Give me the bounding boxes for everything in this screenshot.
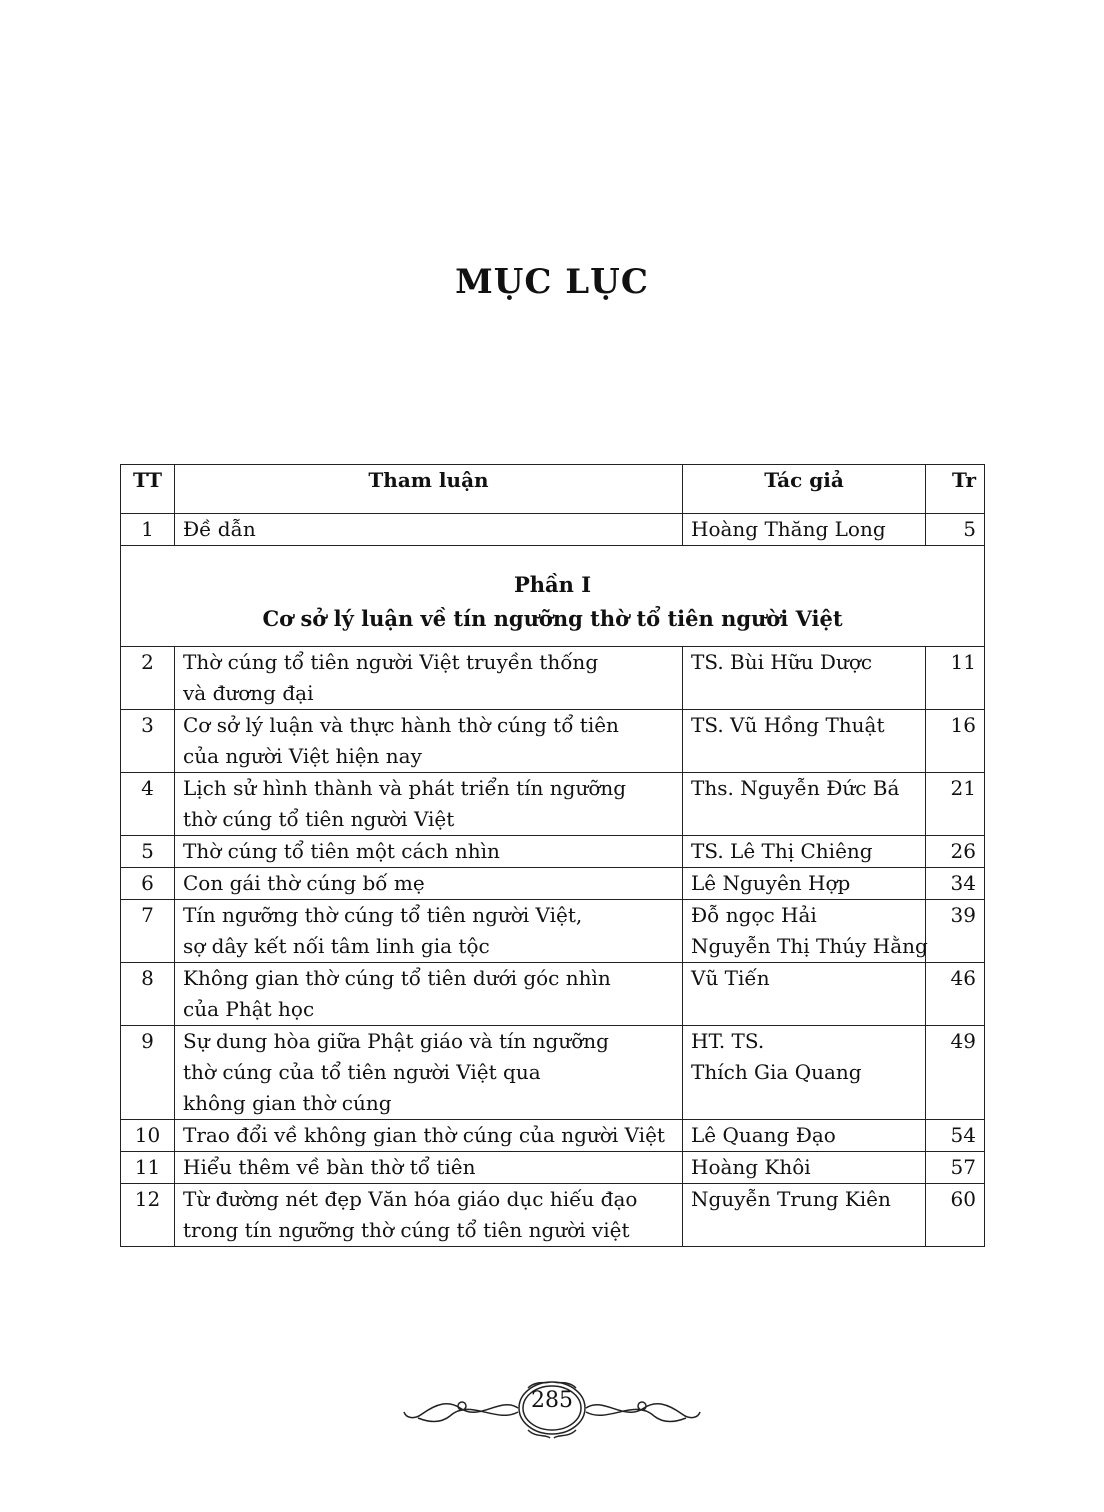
section-name: Phần I xyxy=(513,572,592,597)
row-author xyxy=(683,710,926,773)
author-line: Lê Quang Đạo xyxy=(691,1123,836,1147)
table-row xyxy=(121,900,985,963)
row-topic xyxy=(175,900,683,963)
row-topic xyxy=(175,1120,683,1152)
row-number: 11 xyxy=(121,1152,175,1184)
topic-line: Từ đường nét đẹp Văn hóa giáo dục hiếu đạo xyxy=(183,1187,638,1211)
topic-line: Trao đổi về không gian thờ cúng của người Việt xyxy=(183,1123,665,1147)
row-page: 21 xyxy=(926,773,985,836)
row-topic xyxy=(175,1152,683,1184)
author-line: Vũ Tiến xyxy=(691,966,770,990)
author-line: HT. TS. xyxy=(691,1029,765,1053)
row-page: 54 xyxy=(926,1120,985,1152)
row-topic xyxy=(175,710,683,773)
author-line: Hoàng Khôi xyxy=(691,1155,811,1179)
row-author xyxy=(683,1184,926,1247)
row-author xyxy=(683,1152,926,1184)
row-topic xyxy=(175,836,683,868)
table-row xyxy=(121,1120,985,1152)
author-line: Lê Nguyên Hợp xyxy=(691,871,851,895)
table-row xyxy=(121,514,985,546)
row-number: 7 xyxy=(121,900,175,963)
topic-line: Thờ cúng tổ tiên người Việt truyền thống xyxy=(183,650,599,674)
toc-section xyxy=(121,546,985,647)
topic-line: Hiểu thêm về bàn thờ tổ tiên xyxy=(183,1155,476,1179)
row-number: 6 xyxy=(121,868,175,900)
author-line: Thích Gia Quang xyxy=(691,1060,862,1084)
topic-line: Thờ cúng tổ tiên một cách nhìn xyxy=(183,839,500,863)
toc-body-section xyxy=(121,647,985,1247)
row-page: 39 xyxy=(926,900,985,963)
row-number: 5 xyxy=(121,836,175,868)
row-topic xyxy=(175,1184,683,1247)
row-topic xyxy=(175,868,683,900)
row-number: 1 xyxy=(121,514,175,546)
author-line: TS. Vũ Hồng Thuật xyxy=(691,713,885,737)
row-page: 11 xyxy=(926,647,985,710)
author-line: Nguyễn Thị Thúy Hằng xyxy=(691,934,928,958)
row-author xyxy=(683,647,926,710)
header-page: Tr xyxy=(926,465,985,514)
row-page: 46 xyxy=(926,963,985,1026)
header-tt: TT xyxy=(121,465,175,514)
row-page: 5 xyxy=(926,514,985,546)
table-row xyxy=(121,710,985,773)
topic-line: thờ cúng tổ tiên người Việt xyxy=(183,807,455,831)
row-number: 12 xyxy=(121,1184,175,1247)
section-title: Cơ sở lý luận về tín ngưỡng thờ tổ tiên người Việt xyxy=(262,606,843,631)
topic-line: của người Việt hiện nay xyxy=(183,744,422,768)
page-title: MỤC LỤC xyxy=(455,262,649,302)
topic-line: thờ cúng của tổ tiên người Việt qua xyxy=(183,1060,541,1084)
topic-line: và đương đại xyxy=(183,681,314,705)
row-author xyxy=(683,514,926,546)
row-number: 8 xyxy=(121,963,175,1026)
row-author xyxy=(683,1026,926,1120)
row-author xyxy=(683,900,926,963)
table-row xyxy=(121,773,985,836)
topic-line: Lịch sử hình thành và phát triển tín ngưỡng xyxy=(183,776,627,800)
row-author xyxy=(683,1120,926,1152)
topic-line: sợ dây kết nối tâm linh gia tộc xyxy=(183,934,490,958)
table-row xyxy=(121,836,985,868)
row-number: 4 xyxy=(121,773,175,836)
table-row xyxy=(121,1152,985,1184)
toc-table xyxy=(120,464,985,1247)
author-line: TS. Lê Thị Chiêng xyxy=(691,839,873,863)
author-line: TS. Bùi Hữu Dược xyxy=(691,650,873,674)
topic-line: không gian thờ cúng xyxy=(183,1091,392,1115)
row-page: 34 xyxy=(926,868,985,900)
row-topic xyxy=(175,647,683,710)
row-page: 57 xyxy=(926,1152,985,1184)
table-row xyxy=(121,963,985,1026)
row-number: 3 xyxy=(121,710,175,773)
row-page: 60 xyxy=(926,1184,985,1247)
table-row xyxy=(121,1026,985,1120)
header-topic: Tham luận xyxy=(175,465,683,514)
author-line: Đỗ ngọc Hải xyxy=(691,903,817,927)
row-topic xyxy=(175,514,683,546)
header-author: Tác giả xyxy=(683,465,926,514)
topic-line: Không gian thờ cúng tổ tiên dưới góc nhìn xyxy=(183,966,611,990)
table-row xyxy=(121,647,985,710)
table-row xyxy=(121,868,985,900)
author-line: Nguyễn Trung Kiên xyxy=(691,1187,891,1211)
toc-body-intro xyxy=(121,514,985,546)
topic-line: của Phật học xyxy=(183,997,315,1021)
section-heading xyxy=(121,546,985,647)
section-row xyxy=(121,546,985,647)
topic-line: Cơ sở lý luận và thực hành thờ cúng tổ tiên xyxy=(183,713,619,737)
row-topic xyxy=(175,773,683,836)
row-author xyxy=(683,836,926,868)
toc-header-row xyxy=(121,465,985,514)
row-topic xyxy=(175,1026,683,1120)
row-author xyxy=(683,963,926,1026)
topic-line: Tín ngưỡng thờ cúng tổ tiên người Việt, xyxy=(183,903,583,927)
row-page: 16 xyxy=(926,710,985,773)
row-page: 49 xyxy=(926,1026,985,1120)
topic-line: Con gái thờ cúng bố mẹ xyxy=(183,871,425,895)
row-number: 2 xyxy=(121,647,175,710)
topic-line: Sự dung hòa giữa Phật giáo và tín ngưỡng xyxy=(183,1029,609,1053)
row-number: 9 xyxy=(121,1026,175,1120)
topic-line: Đề dẫn xyxy=(183,517,256,541)
row-author xyxy=(683,773,926,836)
row-number: 10 xyxy=(121,1120,175,1152)
row-topic xyxy=(175,963,683,1026)
page-number: 285 xyxy=(531,1388,573,1413)
author-line: Ths. Nguyễn Đức Bá xyxy=(691,776,900,800)
row-author xyxy=(683,868,926,900)
table-row xyxy=(121,1184,985,1247)
topic-line: trong tín ngưỡng thờ cúng tổ tiên người việt xyxy=(183,1218,630,1242)
author-line: Hoàng Thăng Long xyxy=(691,517,886,541)
row-page: 26 xyxy=(926,836,985,868)
